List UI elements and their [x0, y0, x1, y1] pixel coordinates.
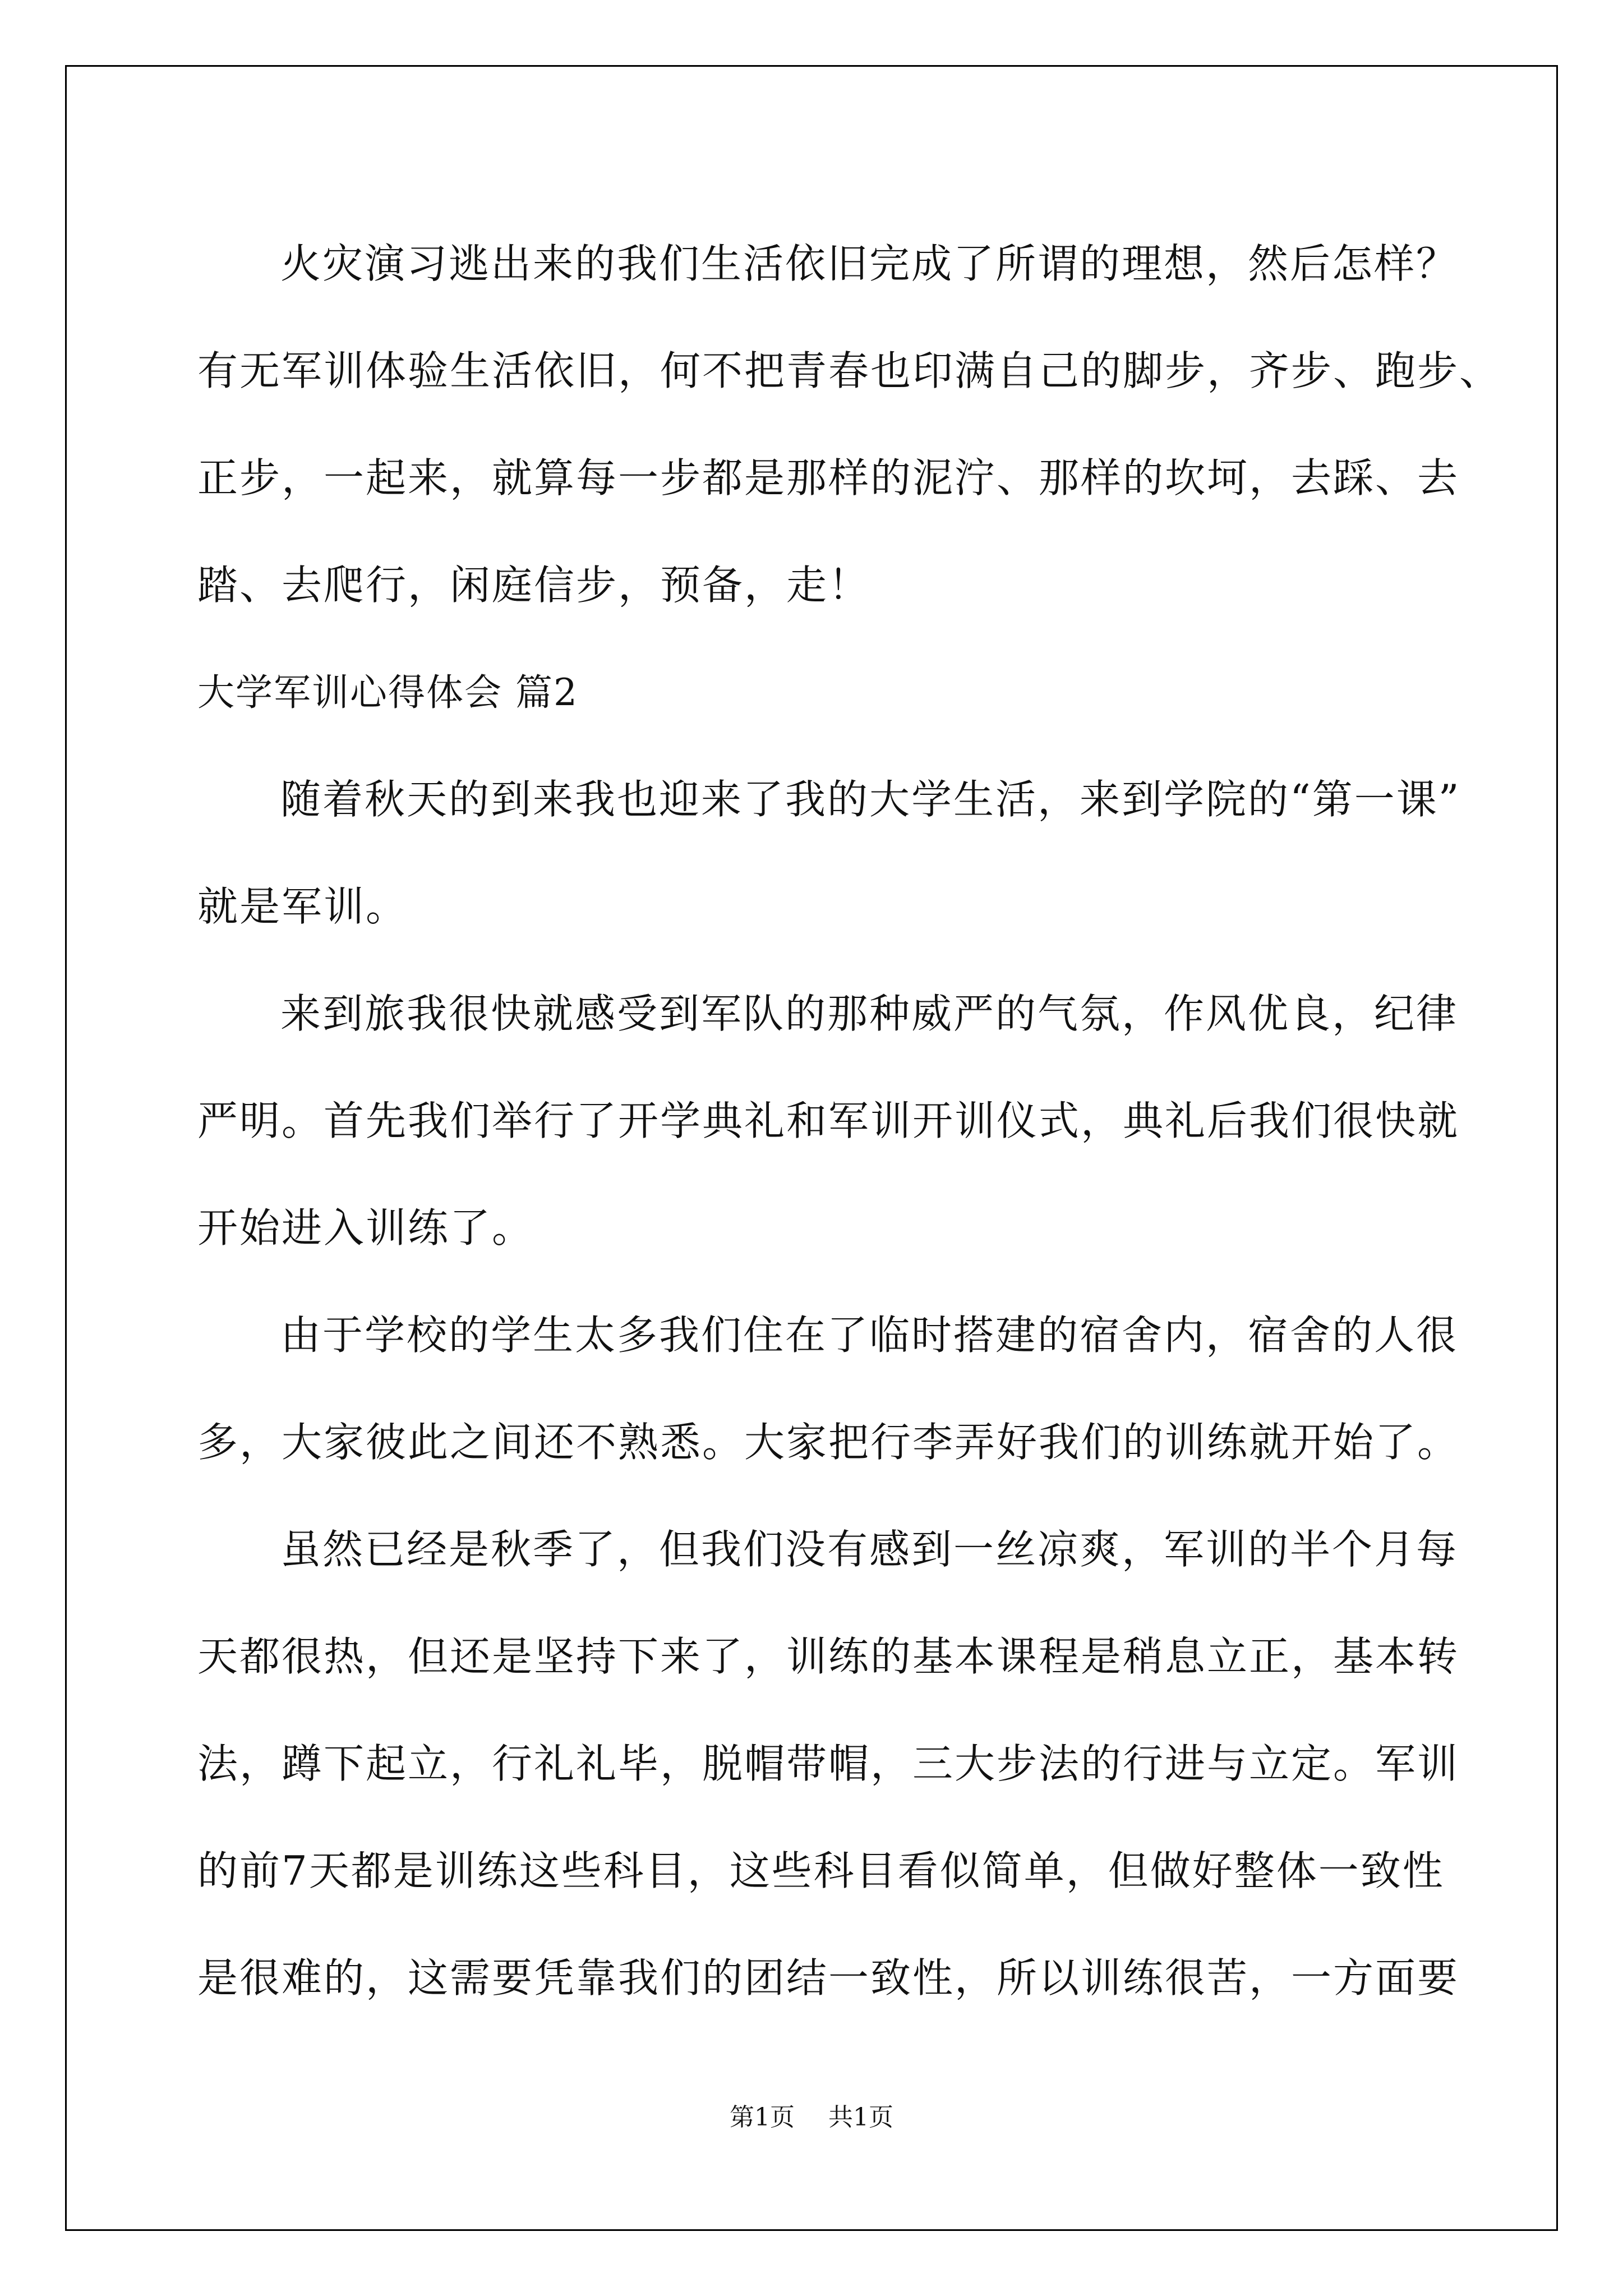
- text-line: 由于学校的学生太多我们住在了临时搭建的宿舍内，宿舍的人很: [280, 1312, 1459, 1359]
- text-line: 虽然已经是秋季了，但我们没有感到一丝凉爽，军训的半个月每: [280, 1526, 1459, 1573]
- page-number: 第1页: [730, 2103, 795, 2132]
- text-line: 踏、去爬行，闲庭信步，预备，走！: [197, 562, 871, 609]
- text-line: 随着秋天的到来我也迎来了我的大学生活，来到学院的“第一课”: [280, 776, 1461, 823]
- text-line: 开始进入训练了。: [197, 1204, 534, 1251]
- text-line: 是很难的，这需要凭靠我们的团结一致性，所以训练很苦，一方面要: [197, 1954, 1460, 2001]
- text-line: 就是军训。: [197, 883, 408, 930]
- text-line: 火灾演习逃出来的我们生活依旧完成了所谓的理想，然后怎样？: [280, 240, 1459, 287]
- page-total: 共1页: [828, 2103, 893, 2132]
- text-line: 正步，一起来，就算每一步都是那样的泥泞、那样的坎坷，去踩、去: [197, 454, 1460, 501]
- text-line: 严明。首先我们举行了开学典礼和军训开训仪式，典礼后我们很快就: [197, 1097, 1460, 1144]
- text-line: 的前7天都是训练这些科目，这些科目看似简单，但做好整体一致性: [197, 1847, 1445, 1894]
- text-line: 法，蹲下起立，行礼礼毕，脱帽带帽，三大步法的行进与立定。军训: [197, 1740, 1460, 1787]
- text-line: 天都很热，但还是坚持下来了，训练的基本课程是稍息立正，基本转: [197, 1633, 1460, 1680]
- document-body: [197, 210, 1502, 2032]
- text-line: 来到旅我很快就感受到军队的那种威严的气氛，作风优良，纪律: [280, 990, 1459, 1037]
- text-line: 多，大家彼此之间还不熟悉。大家把行李弄好我们的训练就开始了。: [197, 1419, 1460, 1466]
- text-line: 有无军训体验生活依旧，何不把青春也印满自己的脚步，齐步、跑步、: [197, 347, 1502, 394]
- page-footer: [0, 2101, 1623, 2134]
- section-heading: 大学军训心得体会 篇2: [197, 671, 578, 714]
